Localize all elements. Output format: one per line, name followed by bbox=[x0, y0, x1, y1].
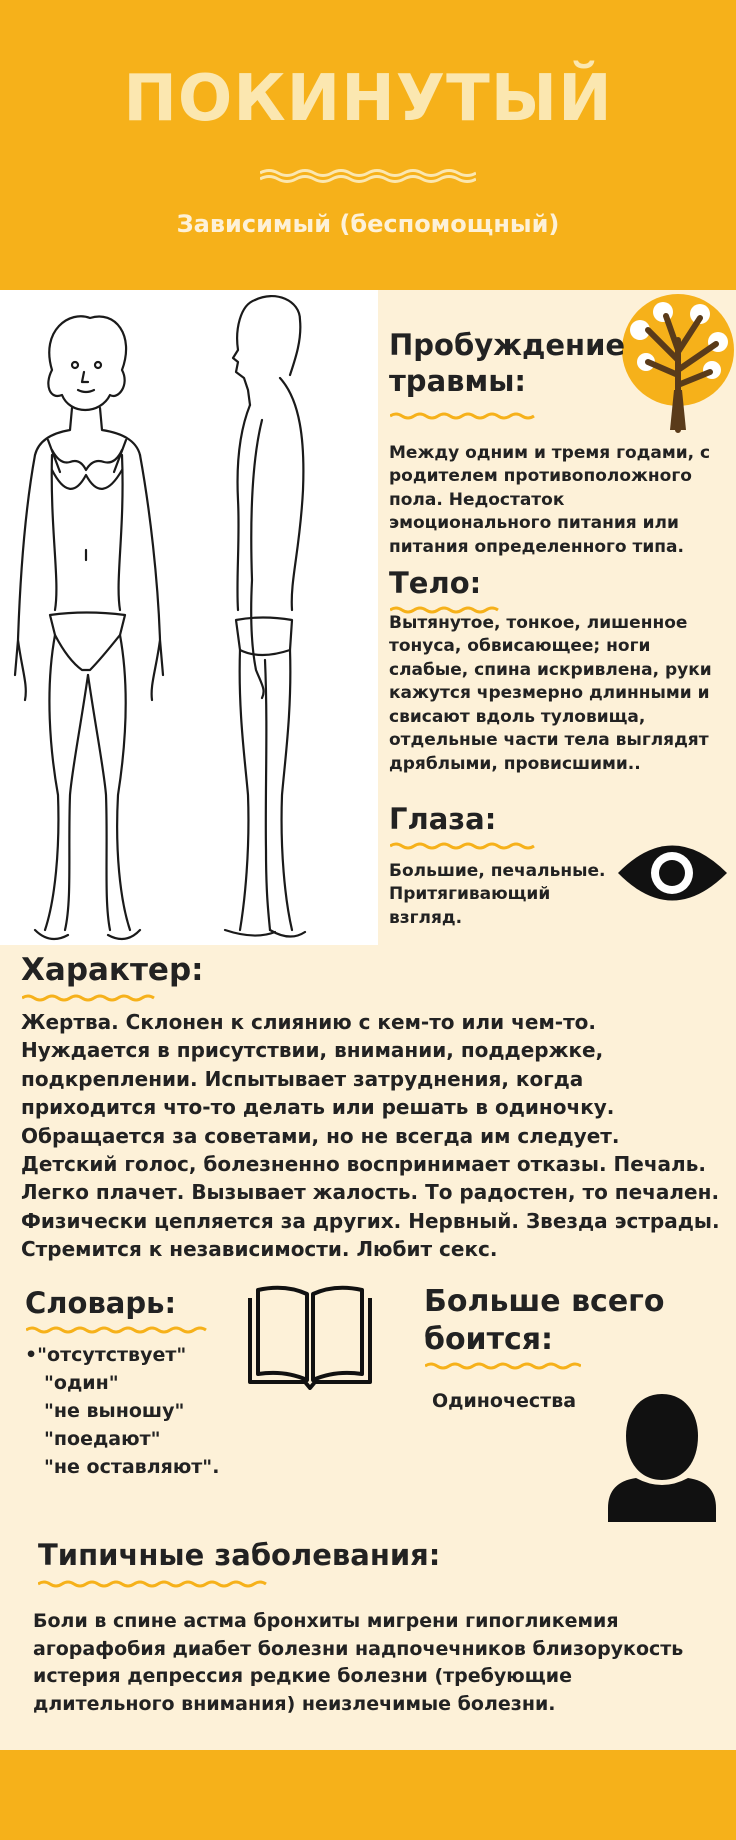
footer-band bbox=[0, 1750, 736, 1840]
body-text: Вытянутое, тонкое, лишенное тонуса, обвисающее; ноги слабые, спина искривлена, руки кажутся чрезмерно длинными и свисают вдоль туловища, отдельные части тела выглядят дряблыми, провисшими.. bbox=[389, 613, 712, 774]
character-heading: Характер: bbox=[21, 952, 204, 988]
page-title: ПОКИНУТЫЙ bbox=[123, 62, 613, 136]
fear-heading-line1: Больше всего bbox=[424, 1284, 665, 1319]
vocabulary-item: •"отсутствует" bbox=[25, 1344, 187, 1366]
fear-wave-divider bbox=[425, 1362, 581, 1370]
diseases-wave-divider bbox=[38, 1580, 272, 1588]
eyes-wave-divider bbox=[390, 842, 540, 850]
vocabulary-wave-divider bbox=[26, 1326, 212, 1334]
person-icon bbox=[606, 1392, 718, 1522]
trauma-heading-line1: Пробуждение bbox=[389, 328, 626, 362]
vocabulary-heading: Словарь: bbox=[25, 1286, 177, 1320]
body-figure-illustration bbox=[0, 290, 378, 945]
trauma-wave-divider bbox=[390, 412, 540, 420]
tree-icon bbox=[618, 290, 736, 440]
vocabulary-item: "один" bbox=[44, 1372, 119, 1394]
vocabulary-item: "не оставляют". bbox=[44, 1456, 220, 1478]
trauma-heading-line2: травмы: bbox=[389, 364, 527, 398]
fear-heading-line2: боится: bbox=[424, 1322, 554, 1357]
character-text: Жертва. Склонен к слиянию с кем-то или чем-то. Нуждается в присутствии, внимании, поддержке, подкреплении. Испытывает затруднения, когда приходится что-то делать или решать в одиночку. Обращается за советами, но не всегда им следует. Детский голос, болезненно воспринимает отказы. Печаль. Легко плачет. Вызывает жалость. То радостен, то печален. Физически цепляется за других. Нервный. Звезда эстрады. Стремится к независимости. Любит секс. bbox=[21, 1010, 720, 1262]
vocabulary-item: "поедают" bbox=[44, 1428, 161, 1450]
body-heading: Тело: bbox=[389, 566, 482, 600]
diseases-text: Боли в спине астма бронхиты мигрени гипогликемия агорафобия диабет болезни надпочечников близорукость истерия депрессия редкие болезни (требующие длительного внимания) неизлечимые болезни. bbox=[33, 1610, 684, 1715]
vocabulary-item: "не выношу" bbox=[44, 1400, 185, 1422]
trauma-text: Между одним и тремя годами, с родителем противоположного пола. Недостаток эмоционального питания или питания определенного типа. bbox=[389, 443, 711, 557]
character-wave-divider bbox=[22, 994, 162, 1002]
fear-text: Одиночества bbox=[432, 1390, 577, 1412]
body-illustration-panel bbox=[0, 290, 378, 945]
header-banner bbox=[0, 0, 736, 290]
eye-icon bbox=[615, 838, 730, 908]
book-icon bbox=[245, 1280, 375, 1390]
diseases-heading: Типичные заболевания: bbox=[38, 1538, 441, 1572]
eyes-heading: Глаза: bbox=[389, 802, 497, 836]
eyes-text: Большие, печальные. Притягивающий взгляд. bbox=[389, 861, 606, 928]
header-wave-divider bbox=[260, 168, 476, 184]
page-subtitle: Зависимый (беспомощный) bbox=[176, 210, 560, 238]
